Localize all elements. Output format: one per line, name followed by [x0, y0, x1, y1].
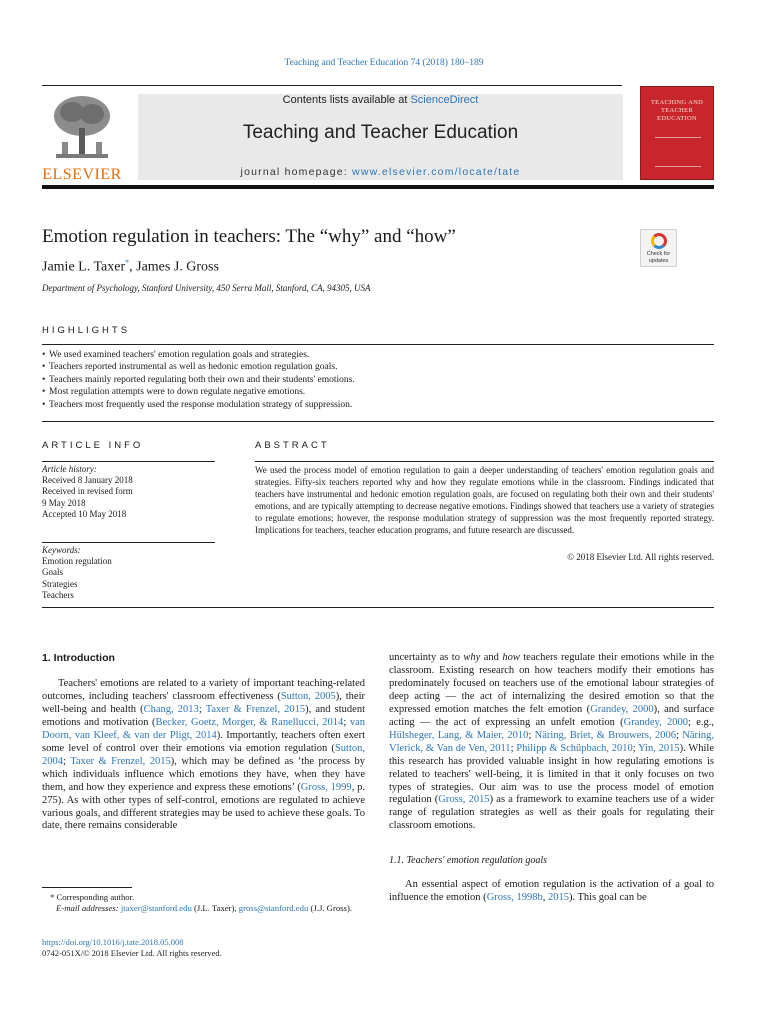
- email-link-taxer[interactable]: jtaxer@stanford.edu: [120, 903, 192, 913]
- introduction-heading: 1. Introduction: [42, 652, 115, 664]
- keywords: [42, 545, 112, 601]
- corresponding-note: [42, 892, 365, 903]
- corresponding-author-mark[interactable]: *: [125, 258, 130, 267]
- text-run: ;: [510, 742, 517, 754]
- abstract-heading: ABSTRACT: [255, 440, 330, 451]
- footnote-mark: *: [50, 892, 55, 902]
- text-run: teachers regulate their emotions while in the classroom. Existing research on how teachers modify their emotions has predominately focused on teachers use of the emotional labour strategies of deep acting — the act of internalizing the desired emotion so that the expressed emotion matches the felt emotion (: [389, 652, 714, 715]
- body-paragraph: [389, 879, 714, 905]
- text-run: ;: [63, 755, 71, 767]
- citation-link[interactable]: Sutton, 2004: [42, 742, 365, 767]
- text-run: ), their well-being and health (: [42, 690, 365, 715]
- body-column-left: [42, 652, 365, 833]
- text-run: uncertainty as to: [389, 652, 464, 663]
- subsection-heading: 1.1. Teachers' emotion regulation goals: [389, 855, 548, 867]
- text-run: An essential aspect of emotion regulation is the activation of a goal to influence the emotion (: [389, 879, 714, 904]
- crossmark-icon: [651, 233, 667, 249]
- text-run: ; e.g.,: [688, 716, 715, 728]
- keywords-label: Keywords:: [42, 545, 81, 555]
- text-run: ). This goal can be: [568, 892, 647, 904]
- citation-link[interactable]: Becker, Goetz, Morger, & Ranellucci, 2014: [155, 716, 344, 728]
- citation-link[interactable]: Gross, 1999: [300, 781, 352, 793]
- check-for-updates-badge[interactable]: [640, 229, 677, 267]
- citation-link[interactable]: van Doorn, van Kleef, & van der Pligt, 2014: [42, 716, 366, 741]
- email-link-gross[interactable]: gross@stanford.edu: [238, 903, 309, 913]
- cover-title: TEACHING AND TEACHER EDUCATION: [650, 99, 704, 122]
- citation-link[interactable]: Chang, 2013: [143, 703, 199, 715]
- homepage-link[interactable]: www.elsevier.com/locate/tate: [352, 166, 521, 178]
- affiliation: Department of Psychology, Stanford University, 450 Serra Mall, Stanford, CA, 94305, USA: [42, 283, 371, 293]
- citation-link[interactable]: 2015: [547, 892, 569, 904]
- text-run: ;: [675, 729, 683, 741]
- sciencedirect-link[interactable]: ScienceDirect: [410, 94, 479, 106]
- introduction-paragraph: [42, 678, 365, 833]
- citation-link[interactable]: Gross, 2015: [438, 794, 490, 806]
- highlight-item: • Teachers most frequently used the response modulation strategy of suppression.: [42, 399, 353, 410]
- citation-link[interactable]: Sutton, 2005: [280, 690, 336, 702]
- footnote-rule: [42, 887, 132, 888]
- highlight-item: • Most regulation attempts were to down regulate negative emotions.: [42, 387, 306, 398]
- journal-citation-link[interactable]: Teaching and Teacher Education 74 (2018) 180–189: [284, 58, 484, 68]
- keyword: Teachers: [42, 589, 74, 600]
- text-run: how: [502, 652, 520, 663]
- journal-cover-thumbnail[interactable]: [640, 86, 714, 180]
- article-history: [42, 464, 133, 520]
- article-info-rule: [42, 461, 215, 462]
- text-run: ;: [632, 742, 639, 754]
- doi-link[interactable]: https://doi.org/10.1016/j.tate.2018.05.008: [42, 937, 184, 947]
- homepage-line: [138, 166, 623, 178]
- elsevier-logo: [42, 92, 122, 184]
- text-run: ), which may be defined as ‘the process by which individuals influence which emotions they have, when they have them, and how they experience and express these emotions’ (: [42, 755, 366, 793]
- highlight-item: • We used examined teachers' emotion regulation goals and strategies.: [42, 350, 310, 360]
- homepage-prefix: journal homepage:: [240, 166, 353, 178]
- header-rule: [42, 85, 622, 86]
- text-run: ). While this research has provided valuable insight in how regulating emotions is related to teachers' well-being, it is limited in that it only focuses on two types of strategies. Our aim was to use the process model of emotion regulation (: [389, 742, 715, 806]
- issn-copyright: 0742-051X/© 2018 Elsevier Ltd. All rights reserved.: [42, 948, 222, 958]
- text-run: Teachers' emotions are related to a variety of important teaching-related outcomes, including teachers' classroom effectiveness (: [42, 678, 365, 702]
- citation-link[interactable]: Yin, 2015: [638, 742, 680, 754]
- citation-link[interactable]: Gross, 1998b: [486, 892, 543, 904]
- text-run: ), and student emotions and motivation (: [42, 703, 366, 728]
- text-run: why: [463, 652, 481, 663]
- highlight-item: • Teachers mainly reported regulating both their own and their students' emotions.: [42, 374, 355, 385]
- history-label: Article history:: [42, 464, 97, 474]
- text-run: ). Importantly, teachers often exert some level of control over their emotions via emotion regulation (: [42, 729, 365, 754]
- citation-link[interactable]: Taxer & Frenzel, 2015: [70, 755, 171, 767]
- history-line: Received 8 January 2018: [42, 475, 133, 486]
- citation-link[interactable]: Taxer & Frenzel, 2015: [205, 703, 306, 715]
- abstract-text: We used the process model of emotion regulation to gain a deeper understanding of teachers' emotion regulation goals and strategies. Fifty-six teachers reported why and how they regulate emotions while in the classroom. Findings indicated that teachers have instrumental and hedonic emotion regulation goals, are focused on regulating both their own and their students' emotions, and are typically attempting to decrease negative emotions. Findings showed that teachers use a variety of strategies to regulate emotions; however, the response modulation strategy of suppression was the most frequently reported strategy. Implications for teachers, teacher education programs, and future research are discussed.: [255, 465, 714, 536]
- cover-decoration: [655, 137, 701, 167]
- contents-line: [138, 94, 623, 106]
- text-run: ) as a framework to examine teachers use of a wider range of regulation strategies as well as their goals for regulating their classroom emotions.: [389, 794, 714, 832]
- contents-prefix: Contents lists available at: [282, 94, 411, 106]
- abstract-bottom-rule: [42, 607, 714, 608]
- history-line: 9 May 2018: [42, 497, 86, 508]
- text-run: , p. 275). As with other types of self-control, emotions are regulated to achieve various goals, and different strategies may be used to achieve these goals. To date, there remains considerable: [42, 781, 366, 832]
- article-title: Emotion regulation in teachers: The “why” and “how”: [42, 226, 456, 247]
- history-line: Received in revised form: [42, 486, 133, 497]
- abstract-rule: [255, 461, 714, 462]
- citation-link[interactable]: Grandey, 2000: [590, 703, 654, 715]
- elsevier-wordmark: ELSEVIER: [42, 166, 122, 183]
- doi-block: [42, 937, 222, 959]
- text-run: ;: [343, 716, 350, 728]
- keyword: Goals: [42, 567, 63, 578]
- text-run: (J.L. Taxer),: [191, 903, 239, 913]
- text-run: ,: [542, 892, 548, 904]
- citation-link[interactable]: Hülsheger, Lang, & Maier, 2010: [389, 729, 529, 741]
- article-info-heading: ARTICLE INFO: [42, 440, 144, 451]
- email-label: E-mail addresses:: [56, 903, 119, 913]
- highlight-item: • Teachers reported instrumental as well as hedonic emotion regulation goals.: [42, 362, 338, 373]
- history-line: Accepted 10 May 2018: [42, 508, 127, 519]
- text-run: (J.J. Gross).: [308, 903, 353, 913]
- journal-banner: [138, 94, 623, 180]
- header-bottom-rule: [42, 185, 714, 189]
- body-column-right: [389, 652, 714, 905]
- author-gross[interactable]: , James J. Gross: [129, 259, 219, 275]
- keywords-rule: [42, 542, 215, 543]
- text-run: and: [480, 652, 503, 663]
- text-run: ;: [528, 729, 535, 741]
- text-run: ), and surface acting — the act of expressing an unfelt emotion (: [389, 703, 714, 728]
- highlights-list: [42, 344, 714, 422]
- corresponding-text: Corresponding author.: [54, 892, 135, 902]
- citation-link[interactable]: Grandey, 2000: [623, 716, 689, 728]
- keyword: Strategies: [42, 578, 78, 589]
- highlights-heading: HIGHLIGHTS: [42, 325, 131, 336]
- journal-header: [42, 88, 714, 184]
- abstract-copyright: © 2018 Elsevier Ltd. All rights reserved.: [567, 552, 714, 562]
- elsevier-tree-icon: [50, 92, 114, 164]
- citation-link[interactable]: Näring, Briet, & Brouwers, 2006: [534, 729, 676, 741]
- keyword: Emotion regulation: [42, 556, 112, 567]
- footnote: [42, 892, 365, 914]
- citation-link[interactable]: Näring, Vlerick, & Van de Ven, 2011: [389, 729, 715, 754]
- text-run: ;: [198, 703, 206, 715]
- journal-title: Teaching and Teacher Education: [242, 122, 519, 143]
- author-list: [42, 258, 219, 276]
- author-taxer[interactable]: Jamie L. Taxer: [42, 259, 126, 275]
- citation-link[interactable]: Philipp & Schüpbach, 2010: [516, 742, 633, 754]
- body-paragraph: [389, 652, 714, 833]
- email-note: [42, 903, 365, 914]
- check-for-updates-label: Check for updates: [646, 251, 671, 264]
